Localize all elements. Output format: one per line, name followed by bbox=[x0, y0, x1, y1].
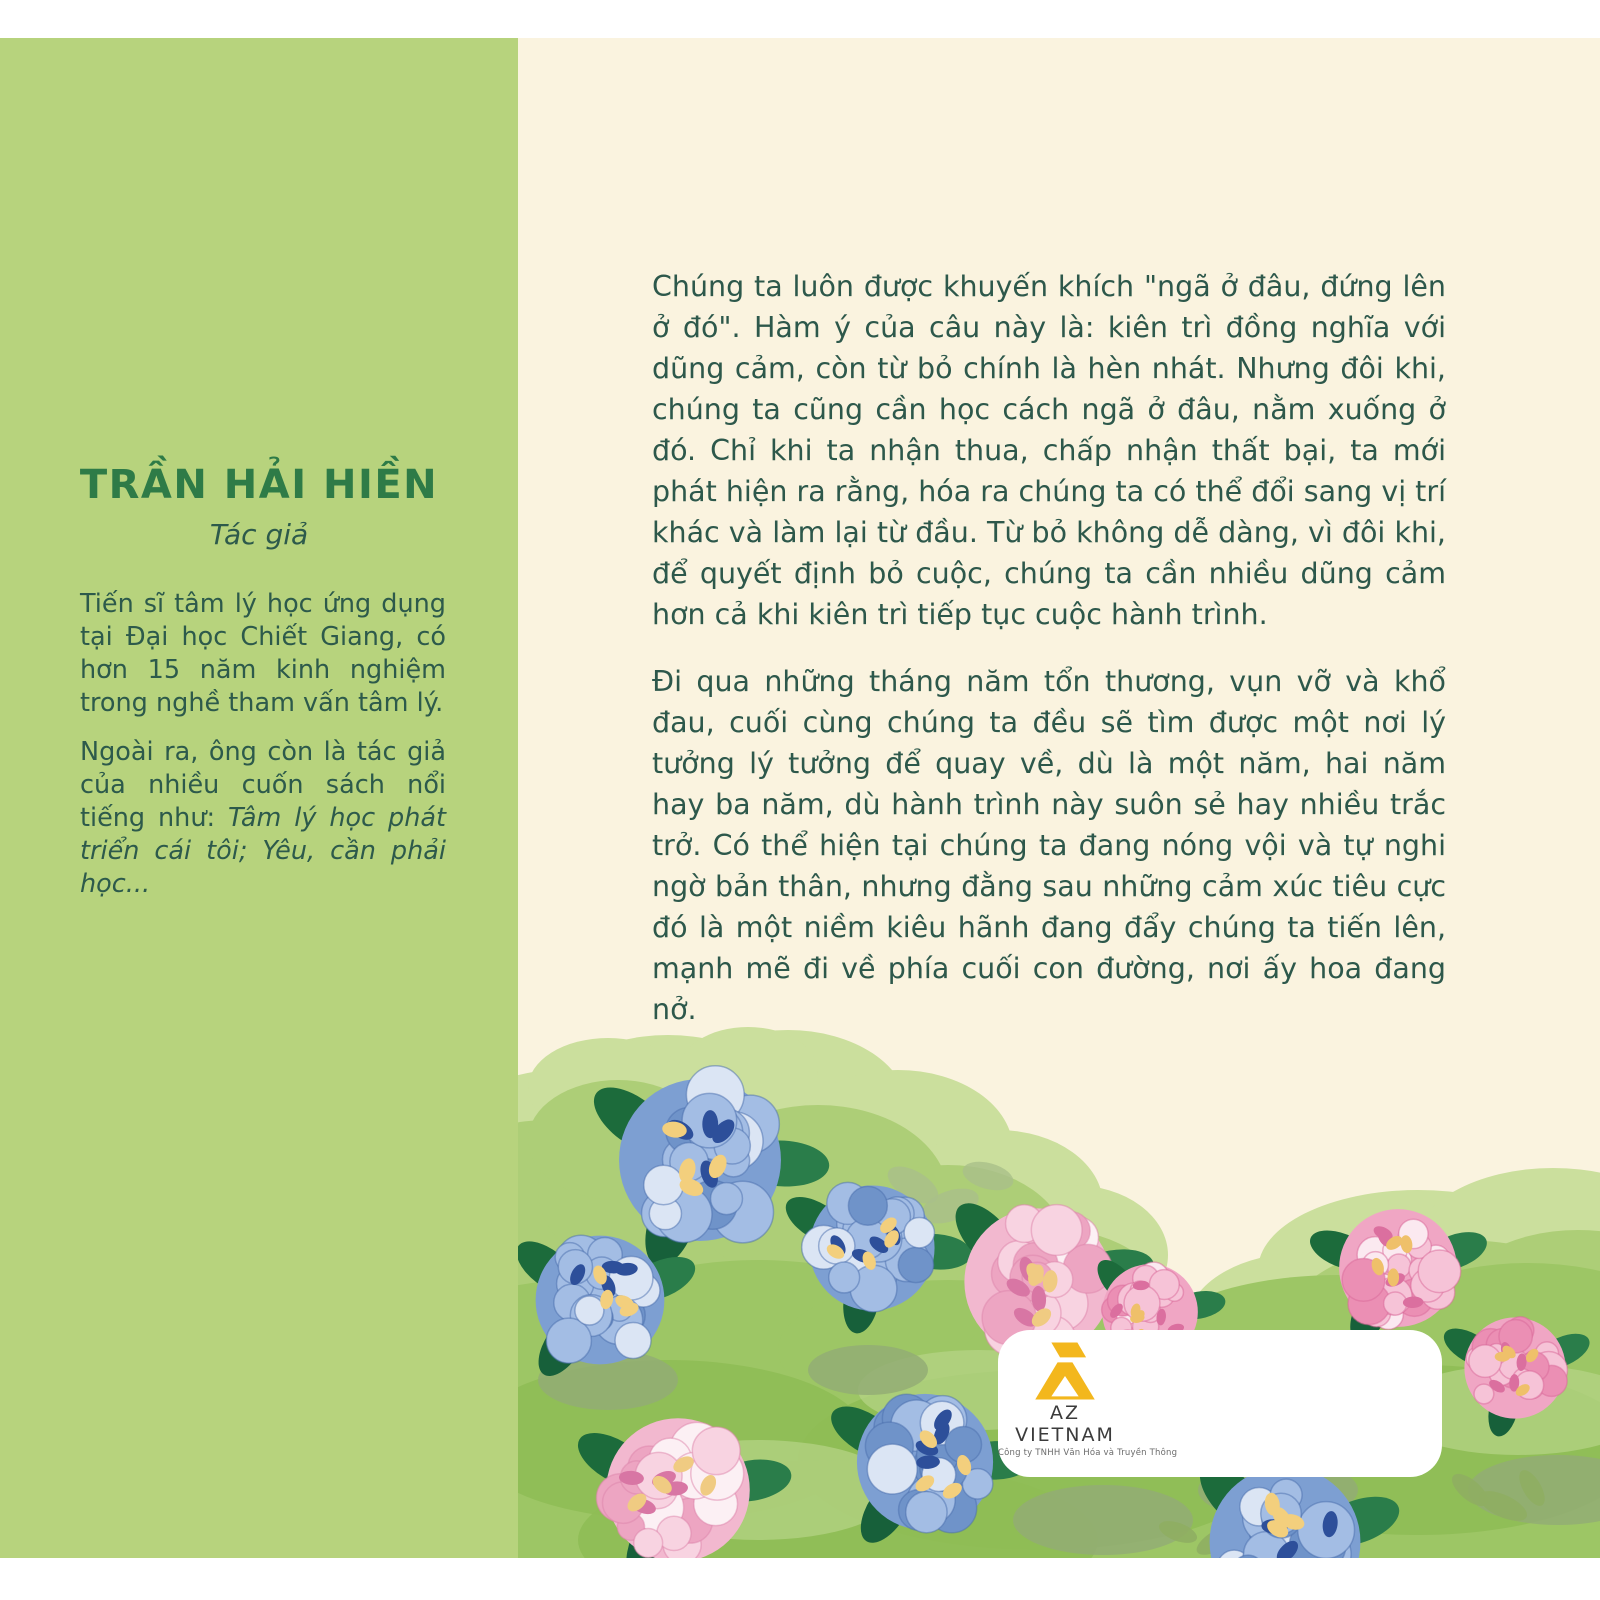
publisher-plate bbox=[998, 1330, 1442, 1477]
publisher-logo-block bbox=[998, 1342, 1178, 1458]
body-text bbox=[652, 266, 1446, 1056]
publisher-subtitle: Công ty TNHH Văn Hóa và Truyền Thông bbox=[998, 1448, 1178, 1458]
author-name: TRẦN HẢI HIỀN bbox=[79, 462, 439, 508]
publisher-name: AZ VIETNAM bbox=[1015, 1402, 1115, 1446]
body-paragraph-2: Đi qua những tháng năm tổn thương, vụn vỡ và khổ đau, cuối cùng chúng ta đều sẽ tìm được một nơi lý tưởng lý tưởng để quay về, dù là một năm, hai năm hay ba năm, dù hành trình này suôn sẻ hay nhiều trắc trở. Có thể hiện tại chúng ta đang nóng vội và tự nghi ngờ bản thân, nhưng đằng sau những cảm xúc tiêu cực đó là một niềm kiêu hãnh đang đẩy chúng ta tiến lên, mạnh mẽ đi về phía cuối con đường, nơi ấy hoa đang nở. bbox=[652, 665, 1446, 1026]
author-flap bbox=[0, 38, 518, 1558]
author-role: Tác giả bbox=[209, 518, 309, 551]
author-bio bbox=[80, 588, 446, 917]
az-vietnam-logo-icon bbox=[1034, 1342, 1096, 1400]
author-bio-paragraph-1: Tiến sĩ tâm lý học ứng dụng tại Đại học Chiết Giang, có hơn 15 năm kinh nghiệm trong nghề tham vấn tâm lý. bbox=[80, 589, 446, 718]
bio-2-normal: Ngoài ra, ông còn là tác giả của nhiều cuốn sách nổi tiếng như: bbox=[80, 737, 446, 833]
author-bio-paragraph-2 bbox=[80, 736, 446, 901]
body-paragraph-1: Chúng ta luôn được khuyến khích "ngã ở đâu, đứng lên ở đó". Hàm ý của câu này là: kiên trì đồng nghĩa với dũng cảm, còn từ bỏ chính là hèn nhát. Nhưng đôi khi, chúng ta cũng cần học cách ngã ở đâu, nằm xuống ở đó. Chỉ khi ta nhận thua, chấp nhận thất bại, ta mới phát hiện ra rằng, hóa ra chúng ta có thể đổi sang vị trí khác và làm lại từ đầu. Từ bỏ không dễ dàng, vì đôi khi, để quyết định bỏ cuộc, chúng ta cần nhiều dũng cảm hơn cả khi kiên trì tiếp tục cuộc hành trình. bbox=[652, 270, 1446, 631]
back-cover-body bbox=[518, 38, 1600, 1558]
bio-2-book-titles: Tâm lý học phát triển cái tôi; Yêu, cần phải học... bbox=[80, 803, 446, 899]
garden-illustration bbox=[518, 1020, 1600, 1558]
